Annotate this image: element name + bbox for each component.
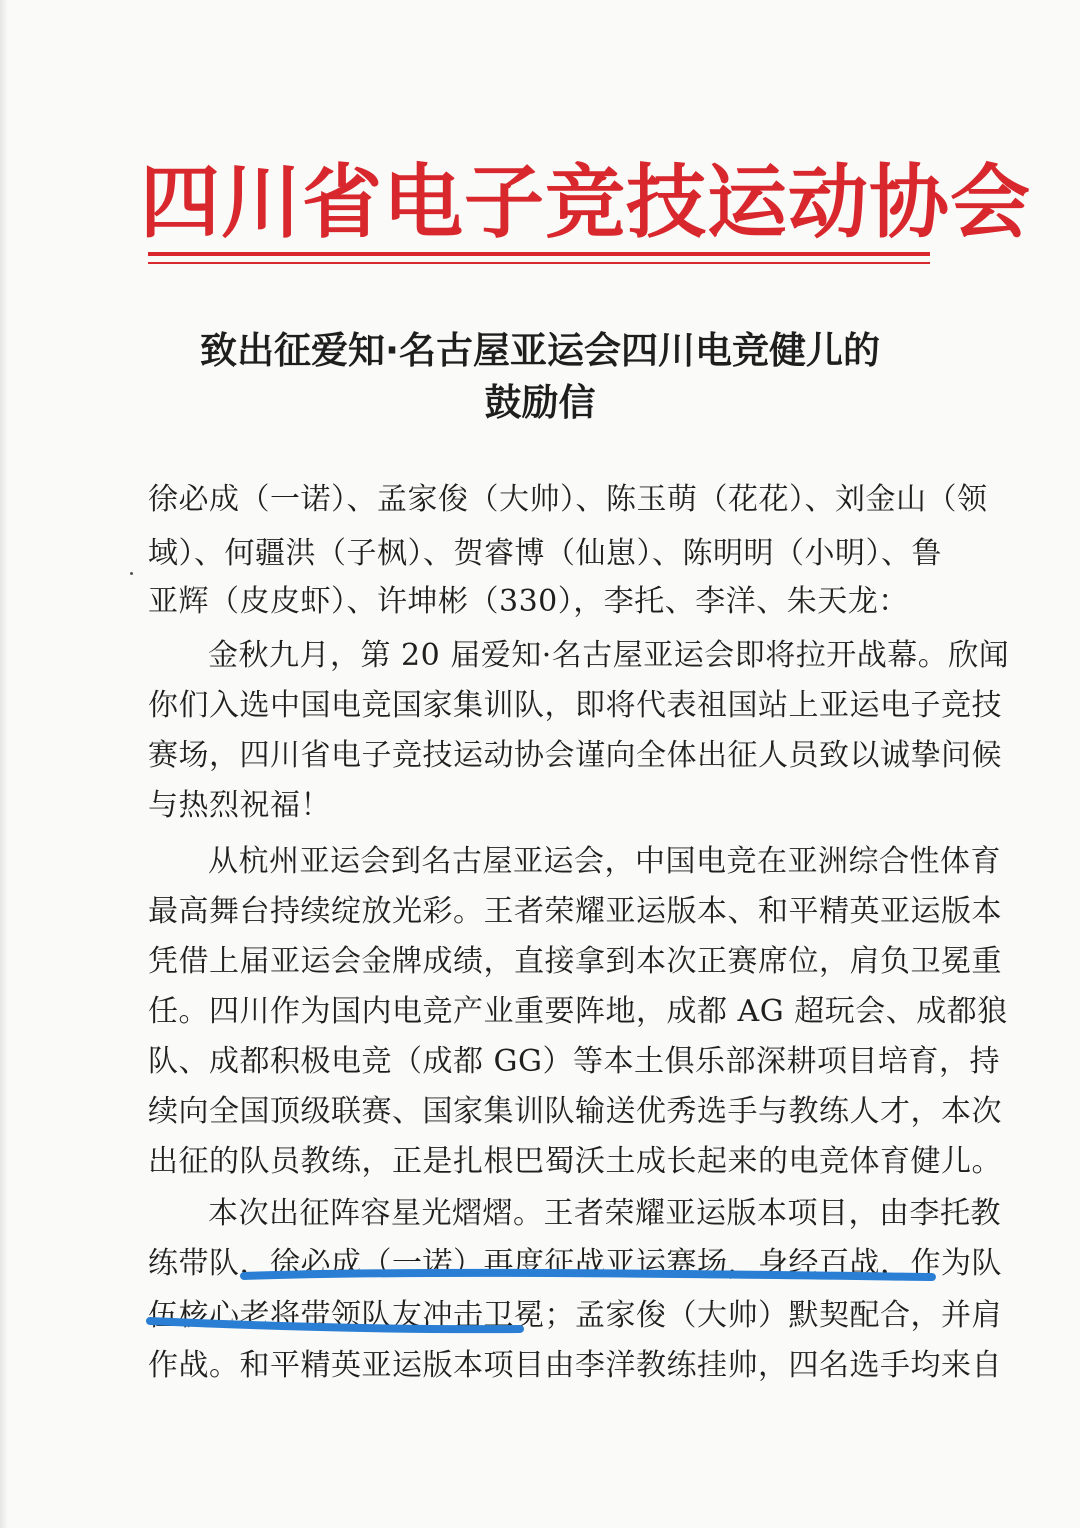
- body-line-18: 作战。和平精英亚运版本项目由李洋教练挂帅，四名选手均来自: [148, 1348, 1002, 1383]
- body-line-13: 续向全国顶级联赛、国家集训队输送优秀选手与教练人才，本次: [148, 1094, 1002, 1129]
- body-line-10: 凭借上届亚运会金牌成绩，直接拿到本次正赛席位，肩负卫冕重: [148, 944, 1002, 979]
- letterhead-title: 四川省电子竞技运动协会: [140, 156, 1031, 249]
- body-line-5: 你们入选中国电竞国家集训队，即将代表祖国站上亚运电子竞技: [148, 688, 1002, 723]
- letter-title-line-1: 致出征爱知·名古屋亚运会四川电竞健儿的: [199, 329, 881, 372]
- body-line-8: 从杭州亚运会到名古屋亚运会，中国电竞在亚洲综合性体育: [208, 844, 1001, 879]
- body-line-14: 出征的队员教练，正是扎根巴蜀沃土成长起来的电竞体育健儿。: [148, 1144, 1002, 1179]
- body-line-2: 域）、何疆洪（子枫）、贺睿博（仙崽）、陈明明（小明）、鲁: [148, 536, 942, 571]
- body-line-6: 赛场，四川省电子竞技运动协会谨向全体出征人员致以诚挚问候: [148, 738, 1002, 773]
- body-line-4: 金秋九月，第 20 届爱知·名古屋亚运会即将拉开战幕。欣闻: [208, 638, 1010, 673]
- body-line-11: 任。四川作为国内电竞产业重要阵地，成都 AG 超玩会、成都狼: [148, 994, 1008, 1029]
- body-line-15: 本次出征阵容星光熠熠。王者荣耀亚运版本项目，由李托教: [208, 1196, 1001, 1231]
- body-line-7: 与热烈祝福！: [148, 788, 331, 823]
- body-line-16: 练带队，徐必成（一诺）再度征战亚运赛场，身经百战，作为队: [148, 1246, 1002, 1281]
- body-line-17: 伍核心老将带领队友冲击卫冕；孟家俊（大帅）默契配合，并肩: [148, 1298, 1002, 1333]
- body-line-3: 亚辉（皮皮虾）、许坤彬（330），李托、李洋、朱天龙：: [148, 584, 909, 619]
- body-line-1: 徐必成（一诺）、孟家俊（大帅）、陈玉萌（花花）、刘金山（领: [148, 482, 988, 517]
- letterhead-rule-thin: [148, 262, 930, 264]
- body-line-9: 最高舞台持续绽放光彩。王者荣耀亚运版本、和平精英亚运版本: [148, 894, 1002, 929]
- letter-title-line-2: 鼓励信: [484, 381, 596, 424]
- body-line-12: 队、成都积极电竞（成都 GG）等本土俱乐部深耕项目培育，持: [148, 1044, 1000, 1079]
- letterhead-rule-thick: [148, 252, 930, 256]
- scan-edge-shadow: [0, 0, 8, 1528]
- scan-speck: [130, 572, 133, 575]
